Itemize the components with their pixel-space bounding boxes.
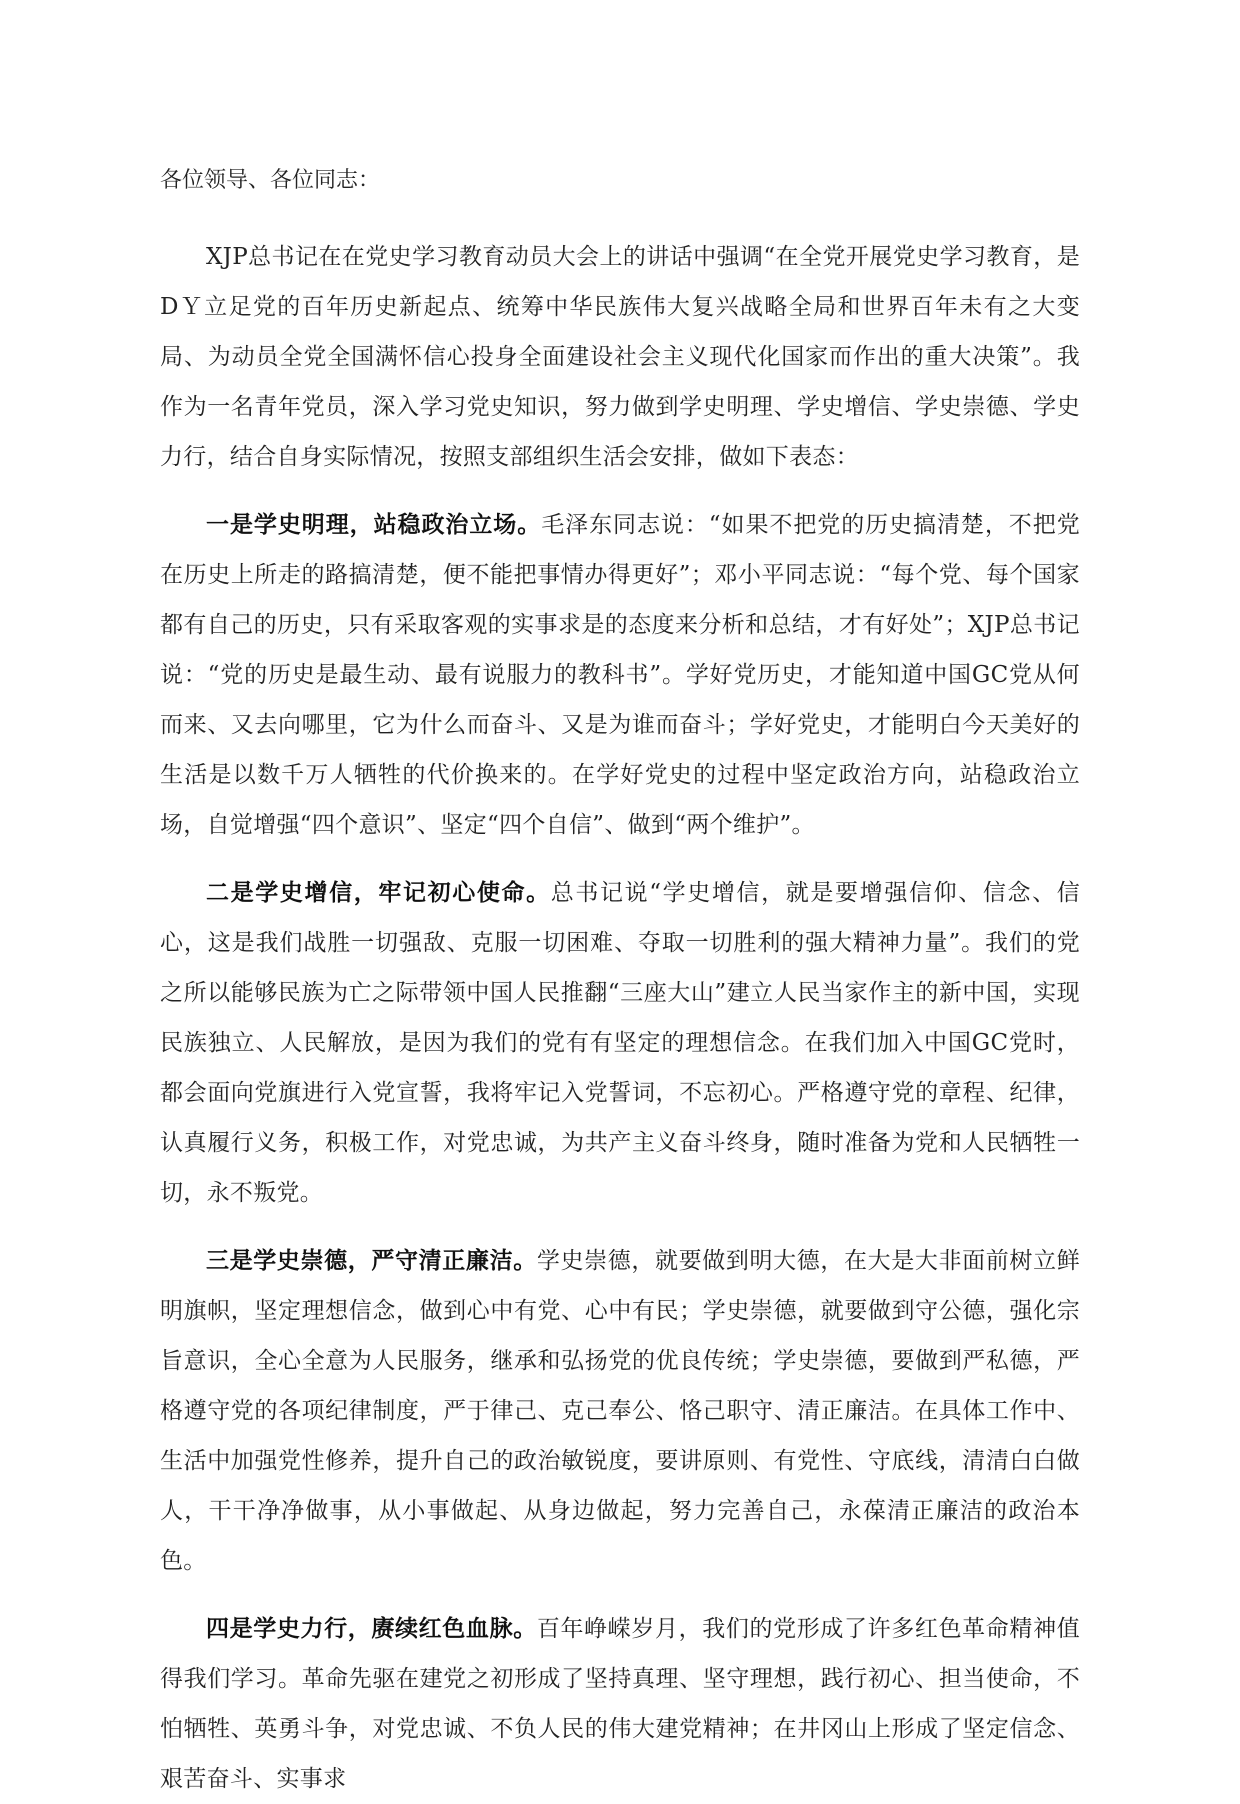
paragraph-point-1 (160, 500, 1080, 850)
paragraph-point-2-heading: 二是学史增信，牢记初心使命。 (206, 879, 551, 906)
paragraph-point-3-text: 学史崇德，就要做到明大德，在大是大非面前树立鲜明旗帜，坚定理想信念，做到心中有党、心中有民；学史崇德，就要做到守公德，强化宗旨意识，全心全意为人民服务，继承和弘扬党的优良传统；学史崇德，要做到严私德，严格遵守党的各项纪律制度，严于律己、克己奉公、恪己职守、清正廉洁。在具体工作中、生活中加强党性修养，提升自己的政治敏锐度，要讲原则、有党性、守底线，清清白白做人，干干净净做事，从小事做起、从身边做起，努力完善自己，永葆清正廉洁的政治本色。 (160, 1248, 1080, 1574)
paragraph-point-1-text: 毛泽东同志说：“如果不把党的历史搞清楚，不把党在历史上所走的路搞清楚，便不能把事情办得更好”；邓小平同志说：“每个党、每个国家都有自己的历史，只有采取客观的实事求是的态度来分析和总结，才有好处”；XJP总书记说：“党的历史是最生动、最有说服力的教科书”。学好党历史，才能知道中国GC党从何而来、又去向哪里，它为什么而奋斗、又是为谁而奋斗；学好党史，才能明白今天美好的生活是以数千万人牺牲的代价换来的。在学好党史的过程中坚定政治方向，站稳政治立场，自觉增强“四个意识”、坚定“四个自信”、做到“两个维护”。 (160, 512, 1080, 838)
paragraph-point-4 (160, 1604, 1080, 1804)
paragraph-point-1-heading: 一是学史明理，站稳政治立场。 (206, 511, 542, 538)
salutation: 各位领导、各位同志： (160, 168, 381, 193)
paragraph-intro-text: XJP总书记在在党史学习教育动员大会上的讲话中强调“在全党开展党史学习教育，是DＹ立足党的百年历史新起点、统筹中华民族伟大复兴战略全局和世界百年未有之大变局、为动员全党全国满怀信心投身全面建设社会主义现代化国家而作出的重大决策”。我作为一名青年党员，深入学习党史知识，努力做到学史明理、学史增信、学史崇德、学史力行，结合自身实际情况，按照支部组织生活会安排，做如下表态： (160, 244, 1080, 470)
paragraph-point-3 (160, 1236, 1080, 1586)
paragraph-point-4-heading: 四是学史力行，赓续红色血脉。 (206, 1615, 537, 1642)
paragraph-point-3-heading: 三是学史崇德，严守清正廉洁。 (206, 1247, 537, 1274)
paragraph-intro (160, 232, 1080, 482)
paragraph-point-2 (160, 868, 1080, 1218)
paragraph-point-2-text: 总书记说“学史增信，就是要增强信仰、信念、信心，这是我们战胜一切强敌、克服一切困难、夺取一切胜利的强大精神力量”。我们的党之所以能够民族为亡之际带领中国人民推翻“三座大山”建立人民当家作主的新中国，实现民族独立、人民解放，是因为我们的党有有坚定的理想信念。在我们加入中国GC党时，都会面向党旗进行入党宣誓，我将牢记入党誓词，不忘初心。严格遵守党的章程、纪律，认真履行义务，积极工作，对党忠诚，为共产主义奋斗终身，随时准备为党和人民牺牲一切，永不叛党。 (160, 880, 1081, 1206)
paragraph-point-4-text: 百年峥嵘岁月，我们的党形成了许多红色革命精神值得我们学习。革命先驱在建党之初形成了坚持真理、坚守理想，践行初心、担当使命，不怕牺牲、英勇斗争，对党忠诚、不负人民的伟大建党精神；在井冈山上形成了坚定信念、艰苦奋斗、实事求 (160, 1616, 1080, 1792)
